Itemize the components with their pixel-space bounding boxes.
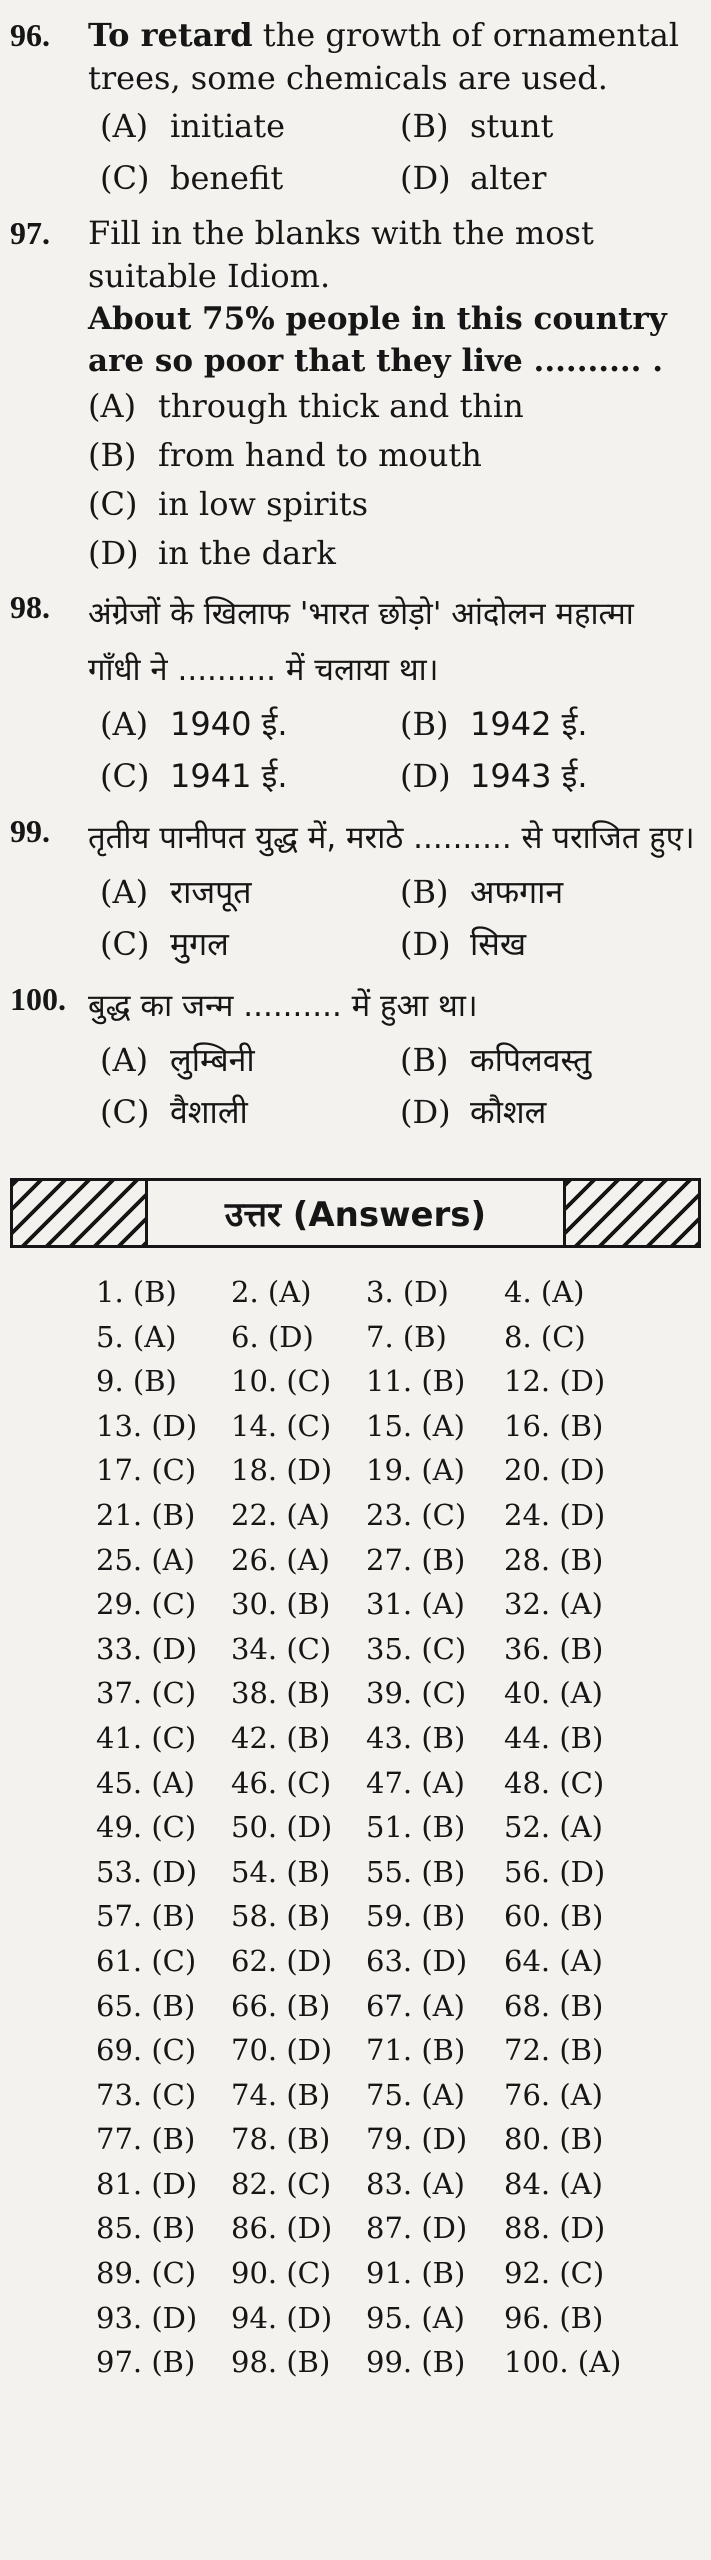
option-text: मुगल	[170, 925, 229, 963]
answer-item: 53. (D)	[96, 1854, 198, 1889]
answer-item: 97. (B)	[96, 2345, 196, 2380]
option-letter: (D)	[400, 757, 451, 795]
option-letter: (C)	[100, 925, 150, 963]
answer-item: 79. (D)	[366, 2122, 468, 2157]
question-100	[10, 978, 701, 1138]
answer-item: 34. (C)	[231, 1631, 332, 1666]
option-letter: (B)	[88, 436, 137, 474]
answer-item: 98. (B)	[231, 2345, 331, 2380]
answer-item: 85. (B)	[96, 2211, 196, 2246]
answer-item: 25. (A)	[96, 1542, 195, 1577]
answer-item: 6. (D)	[231, 1319, 314, 1354]
option-text: alter	[470, 159, 547, 197]
answer-item: 89. (C)	[96, 2256, 197, 2291]
question-text-rest: the growth of ornamental trees, some chemicals are used.	[88, 16, 680, 97]
question-sentence: About 75% people in this country are so poor that they live .......... .	[88, 301, 667, 379]
answer-item: 48. (C)	[504, 1765, 605, 1800]
answer-item: 18. (D)	[231, 1453, 333, 1488]
question-number: 96.	[10, 17, 50, 53]
answer-item: 88. (D)	[504, 2211, 606, 2246]
answer-item: 32. (A)	[504, 1587, 603, 1622]
option-c	[88, 480, 701, 529]
answer-item: 13. (D)	[96, 1408, 198, 1443]
option-b	[88, 431, 701, 480]
option-b	[400, 698, 690, 750]
option-letter: (D)	[400, 1093, 451, 1131]
answers-heading: उत्तर (Answers)	[224, 1195, 487, 1235]
option-letter: (C)	[100, 757, 150, 795]
answer-item: 33. (D)	[96, 1631, 198, 1666]
answer-item: 83. (A)	[366, 2166, 465, 2201]
answer-item: 80. (B)	[504, 2122, 604, 2157]
answer-item: 29. (C)	[96, 1587, 197, 1622]
answer-item: 45. (A)	[96, 1765, 195, 1800]
answer-item: 81. (D)	[96, 2166, 198, 2201]
option-letter: (A)	[88, 387, 137, 425]
options-grid	[100, 100, 701, 204]
answer-item: 39. (C)	[366, 1676, 467, 1711]
answer-item: 28. (B)	[504, 1542, 604, 1577]
question-text	[88, 14, 701, 100]
question-text: बुद्ध का जन्म .......... में हुआ था।	[88, 988, 478, 1024]
answer-item: 40. (A)	[504, 1676, 603, 1711]
option-letter: (A)	[100, 705, 149, 743]
option-text: वैशाली	[170, 1093, 248, 1131]
answer-item: 52. (A)	[504, 1810, 603, 1845]
answer-item: 68. (B)	[504, 1988, 604, 2023]
question-text: अंग्रेजों के खिलाफ 'भारत छोड़ो' आंदोलन महात्मा गाँधी ने .......... में चलाया था।	[88, 596, 634, 688]
option-text: राजपूत	[170, 873, 252, 911]
question-96	[10, 14, 701, 204]
option-b	[400, 1034, 690, 1086]
hatch-pattern-left	[13, 1181, 148, 1245]
answer-item: 64. (A)	[504, 1943, 603, 1978]
answer-item: 63. (D)	[366, 1943, 468, 1978]
option-text: in low spirits	[158, 485, 369, 523]
answer-item: 2. (A)	[231, 1275, 312, 1309]
answer-item: 71. (B)	[366, 2033, 466, 2068]
answer-item: 20. (D)	[504, 1453, 606, 1488]
question-number: 99.	[10, 813, 50, 849]
answer-item: 17. (C)	[96, 1453, 197, 1488]
answer-item: 50. (D)	[231, 1810, 333, 1845]
answer-item: 73. (C)	[96, 2077, 197, 2112]
option-text: in the dark	[158, 534, 336, 572]
options-list	[88, 382, 701, 578]
options-grid	[100, 866, 701, 970]
answer-item: 41. (C)	[96, 1720, 197, 1755]
option-c	[100, 1086, 400, 1138]
option-text: लुम्बिनी	[170, 1041, 255, 1079]
option-letter: (B)	[400, 107, 449, 145]
option-letter: (D)	[88, 534, 139, 572]
answer-item: 49. (C)	[96, 1810, 197, 1845]
option-c	[100, 152, 400, 204]
answer-key-grid	[10, 1270, 701, 2385]
option-letter: (C)	[88, 485, 138, 523]
answer-item: 10. (C)	[231, 1364, 332, 1399]
answer-item: 67. (A)	[366, 1988, 465, 2023]
answer-item: 72. (B)	[504, 2033, 604, 2068]
answer-item: 46. (C)	[231, 1765, 332, 1800]
hatch-pattern-right	[563, 1181, 698, 1245]
answer-item: 24. (D)	[504, 1497, 606, 1532]
option-letter: (C)	[100, 159, 150, 197]
option-d	[400, 1086, 690, 1138]
option-letter: (A)	[100, 107, 149, 145]
answer-item: 44. (B)	[504, 1720, 604, 1755]
answer-item: 42. (B)	[231, 1720, 331, 1755]
answers-banner	[10, 1178, 701, 1248]
option-letter: (D)	[400, 925, 451, 963]
answer-item: 12. (D)	[504, 1364, 606, 1399]
answer-item: 66. (B)	[231, 1988, 331, 2023]
answer-item: 8. (C)	[504, 1319, 586, 1354]
answer-item: 74. (B)	[231, 2077, 331, 2112]
answer-item: 77. (B)	[96, 2122, 196, 2157]
answer-item: 59. (B)	[366, 1899, 466, 1934]
answer-item: 54. (B)	[231, 1854, 331, 1889]
option-text: 1940 ई.	[170, 705, 288, 743]
answer-item: 7. (B)	[366, 1319, 447, 1354]
answer-item: 16. (B)	[504, 1408, 604, 1443]
option-letter: (B)	[400, 1041, 449, 1079]
answer-item: 61. (C)	[96, 1943, 197, 1978]
question-text: Fill in the blanks with the most suitable Idiom.	[88, 214, 594, 295]
answer-item: 99. (B)	[366, 2345, 466, 2380]
answer-item: 78. (B)	[231, 2122, 331, 2157]
question-number: 100.	[10, 981, 66, 1017]
answer-item: 19. (A)	[366, 1453, 465, 1488]
answer-item: 92. (C)	[504, 2256, 605, 2291]
answer-item: 65. (B)	[96, 1988, 196, 2023]
option-text: from hand to mouth	[158, 436, 482, 474]
answer-item: 93. (D)	[96, 2300, 198, 2335]
answer-item: 38. (B)	[231, 1676, 331, 1711]
answer-item: 76. (A)	[504, 2077, 603, 2112]
option-d	[400, 918, 690, 970]
answer-item: 95. (A)	[366, 2300, 465, 2335]
answer-item: 56. (D)	[504, 1854, 606, 1889]
option-d	[400, 152, 690, 204]
answer-item: 11. (B)	[366, 1364, 466, 1399]
answer-item: 75. (A)	[366, 2077, 465, 2112]
answer-item: 96. (B)	[504, 2300, 604, 2335]
question-99	[10, 810, 701, 970]
option-text: कौशल	[470, 1093, 547, 1131]
answer-item: 5. (A)	[96, 1319, 177, 1354]
option-text: through thick and thin	[158, 387, 524, 425]
option-d	[88, 529, 701, 578]
answer-item: 21. (B)	[96, 1497, 196, 1532]
answer-item: 4. (A)	[504, 1275, 585, 1309]
answer-item: 55. (B)	[366, 1854, 466, 1889]
answer-item: 14. (C)	[231, 1408, 332, 1443]
option-text: 1943 ई.	[470, 757, 588, 795]
answer-item: 31. (A)	[366, 1587, 465, 1622]
option-d	[400, 750, 690, 802]
option-a	[100, 1034, 400, 1086]
option-letter: (C)	[100, 1093, 150, 1131]
answer-item: 3. (D)	[366, 1275, 449, 1309]
answer-item: 82. (C)	[231, 2166, 332, 2201]
options-grid	[100, 1034, 701, 1138]
option-letter: (B)	[400, 873, 449, 911]
answer-item: 90. (C)	[231, 2256, 332, 2291]
answer-item: 70. (D)	[231, 2033, 333, 2068]
answer-item: 62. (D)	[231, 1943, 333, 1978]
question-number: 98.	[10, 589, 50, 625]
option-letter: (D)	[400, 159, 451, 197]
option-a	[88, 382, 701, 431]
question-text: तृतीय पानीपत युद्ध में, मराठे .......... से पराजित हुए।	[88, 820, 695, 856]
answer-item: 37. (C)	[96, 1676, 197, 1711]
answer-item: 94. (D)	[231, 2300, 333, 2335]
answer-item: 1. (B)	[96, 1275, 177, 1309]
option-text: अफगान	[470, 873, 564, 911]
answer-item: 43. (B)	[366, 1720, 466, 1755]
answer-item: 57. (B)	[96, 1899, 196, 1934]
option-text: 1941 ई.	[170, 757, 288, 795]
option-text: initiate	[170, 107, 286, 145]
option-b	[400, 100, 690, 152]
answer-item: 86. (D)	[231, 2211, 333, 2246]
answer-item: 26. (A)	[231, 1542, 330, 1577]
options-grid	[100, 698, 701, 802]
answer-item: 60. (B)	[504, 1899, 604, 1934]
option-text: benefit	[170, 159, 284, 197]
option-a	[100, 698, 400, 750]
option-b	[400, 866, 690, 918]
option-text: सिख	[470, 925, 527, 963]
answer-item: 47. (A)	[366, 1765, 465, 1800]
option-text: stunt	[470, 107, 554, 145]
answer-item: 23. (C)	[366, 1497, 467, 1532]
question-98	[10, 586, 701, 802]
answer-item: 58. (B)	[231, 1899, 331, 1934]
answer-item: 87. (D)	[366, 2211, 468, 2246]
answer-item: 15. (A)	[366, 1408, 465, 1443]
answer-item: 22. (A)	[231, 1497, 330, 1532]
option-a	[100, 100, 400, 152]
answer-item: 84. (A)	[504, 2166, 603, 2201]
question-number: 97.	[10, 215, 50, 251]
answer-item: 100. (A)	[504, 2345, 622, 2380]
answer-item: 30. (B)	[231, 1587, 331, 1622]
option-c	[100, 918, 400, 970]
answer-item: 27. (B)	[366, 1542, 466, 1577]
option-letter: (B)	[400, 705, 449, 743]
option-text: कपिलवस्तु	[470, 1041, 592, 1079]
option-a	[100, 866, 400, 918]
option-text: 1942 ई.	[470, 705, 588, 743]
question-97	[10, 212, 701, 578]
option-letter: (A)	[100, 873, 149, 911]
answer-item: 36. (B)	[504, 1631, 604, 1666]
option-letter: (A)	[100, 1041, 149, 1079]
answer-item: 91. (B)	[366, 2256, 466, 2291]
question-keyword: To retard	[88, 16, 253, 54]
answer-item: 69. (C)	[96, 2033, 197, 2068]
option-c	[100, 750, 400, 802]
answer-item: 35. (C)	[366, 1631, 467, 1666]
answer-item: 9. (B)	[96, 1364, 177, 1399]
answer-item: 51. (B)	[366, 1810, 466, 1845]
